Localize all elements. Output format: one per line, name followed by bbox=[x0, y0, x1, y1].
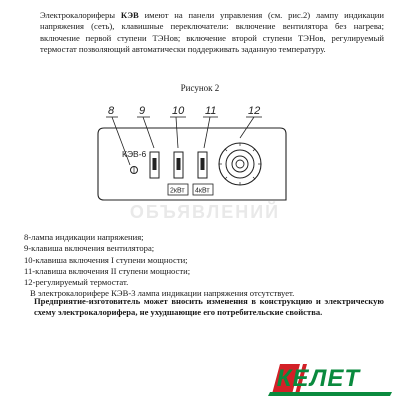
intro-text-rest: имеют на панели управления (см. рис.2) лампу индикации напряжения (сеть), клавишные переключатели: включение вентилятора без нагрева; включение первой ступени ТЭНов; включение второй ступени ТЭНов, регулируемый термостат позволяющий автоматически поддерживать заданную температуру. bbox=[40, 10, 384, 55]
callout-8: 8 bbox=[108, 105, 115, 117]
power-label-1: 2кВт bbox=[170, 187, 185, 195]
manufacturer-note-text: Предприятие-изготовитель может вносить изменения в конструкцию и электрическую схему электрокалорифера, не ухудшающие его потребительские свойства. bbox=[34, 296, 384, 318]
brand-logo-text: КЕЛЕТ bbox=[276, 365, 360, 392]
legend-item: 12-регулируемый термостат. bbox=[24, 277, 129, 288]
watermark: ОБЪЯВЛЕНИЙ bbox=[129, 202, 281, 222]
callout-10: 10 bbox=[172, 105, 185, 117]
legend-item: 9-клавиша включения вентилятора; bbox=[24, 243, 155, 254]
callout-11: 11 bbox=[205, 105, 217, 117]
intro-paragraph bbox=[24, 10, 384, 56]
figure-caption: Рисунок 2 bbox=[180, 83, 220, 93]
thermostat-knob bbox=[219, 143, 261, 185]
panel-outline bbox=[98, 128, 286, 200]
callout-12: 12 bbox=[248, 105, 261, 117]
power-label-2: 4кВт bbox=[195, 187, 210, 195]
legend-item: 10-клавиша включения I ступени мощности; bbox=[24, 254, 188, 265]
model-label: КЭВ-6 bbox=[122, 149, 147, 159]
legend-note: В электрокалорифере КЭВ-3 лампа индикации напряжения отсутствует. bbox=[30, 288, 295, 299]
intro-brand: КЭВ bbox=[120, 10, 139, 20]
callout-9: 9 bbox=[139, 105, 146, 117]
legend-list bbox=[24, 232, 384, 300]
intro-text-start: Электрокалориферы bbox=[40, 10, 121, 20]
legend-item: 8-лампа индикации напряжения; bbox=[24, 232, 144, 242]
legend-item: 11-клавиша включения II ступени мощности; bbox=[24, 265, 191, 276]
brand-footer bbox=[0, 360, 400, 400]
manufacturer-note bbox=[24, 296, 384, 319]
